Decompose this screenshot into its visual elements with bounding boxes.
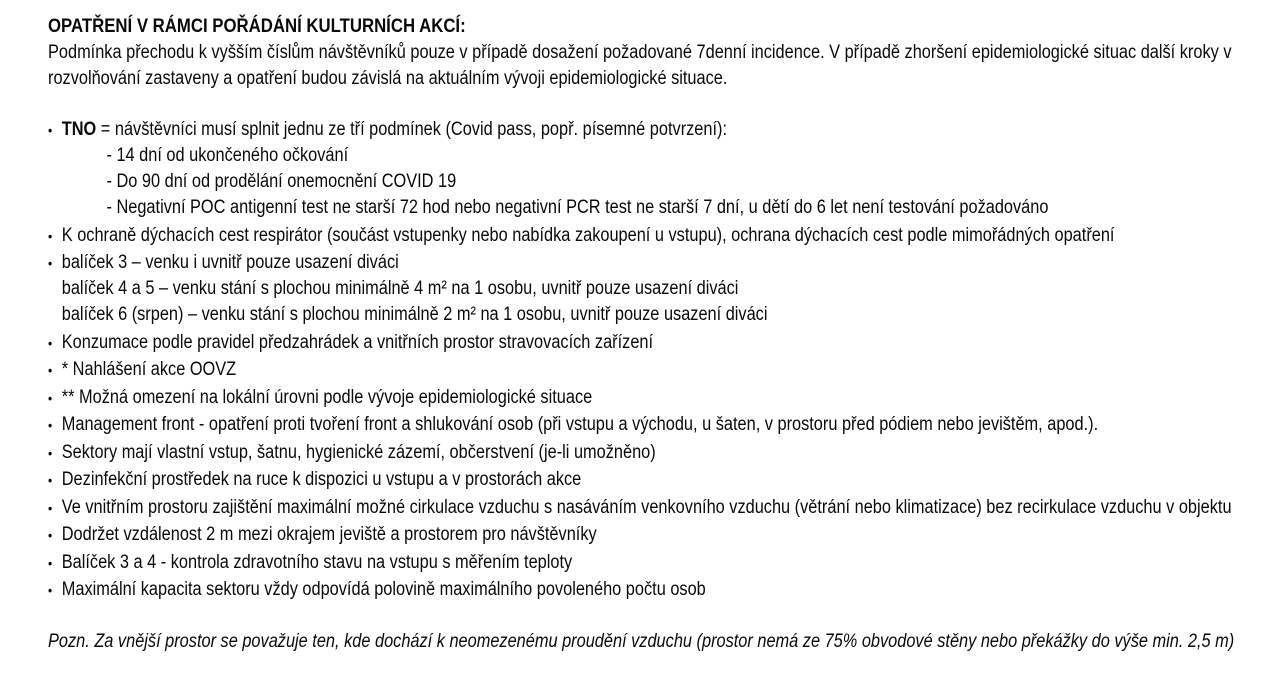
bullet-item xyxy=(48,440,1278,466)
bullet-marker-icon: • xyxy=(48,444,53,461)
bullet-marker-icon: • xyxy=(48,554,53,571)
bullet-marker-icon: • xyxy=(48,582,53,598)
bullet-text: Balíček 3 a 4 - kontrola zdravotního stavu na vstupu s měřením teploty xyxy=(61,551,573,573)
bullet-item xyxy=(48,577,1278,603)
bullet-text: ** Možná omezení na lokální úrovni podle vývoje epidemiologické situace xyxy=(61,386,593,408)
bullet-item xyxy=(48,330,1278,356)
footnote: Pozn. Za vnější prostor se považuje ten, kde dochází k neomezenému proudění vzduchu (prostor nemá ze 75% obvodové stěny nebo překážky do výše min. 2,5 m) xyxy=(48,631,1235,652)
bullet-text: balíček 3 – venku i uvnitř pouze usazení diváci xyxy=(61,252,399,273)
bullet-item xyxy=(48,385,1278,411)
bullet-item xyxy=(48,522,1278,548)
bullet-text: Ve vnitřním prostoru zajištění maximální možné cirkulace vzduchu s nasáváním venkovního vzduchu (větrání nebo klimatizace) bez recirkulace vzduchu v objektu xyxy=(61,496,1232,518)
bullet-text: Sektory mají vlastní vstup, šatnu, hygienické zázemí, občerstvení (je-li umožněno) xyxy=(61,441,656,463)
bullet-item xyxy=(48,412,1278,438)
bullet-marker-icon: • xyxy=(48,122,53,138)
bullet-text: Maximální kapacita sektoru vždy odpovídá polovině maximálního povoleného počtu osob xyxy=(61,579,706,600)
bullet-marker-icon: • xyxy=(48,472,53,488)
bullet-text: Konzumace podle pravidel předzahrádek a vnitřních prostor stravovacích zařízení xyxy=(61,331,654,353)
bullet-bold-prefix: TNO xyxy=(61,119,97,140)
bullet-text: TNO = návštěvníci musí splnit jednu ze tří podmínek (Covid pass, popř. písemné potvrzení): xyxy=(61,119,728,140)
bullet-item xyxy=(48,250,1278,328)
bullet-item xyxy=(48,467,1278,493)
bullet-marker-icon: • xyxy=(48,417,53,433)
bullet-marker-icon: • xyxy=(48,389,53,406)
bullet-text: Management front - opatření proti tvoření front a shlukování osob (při vstupu a východu, u šaten, v prostoru před pódiem nebo jevištěm, apod.). xyxy=(61,414,1099,435)
intro-paragraph: Podmínka přechodu k vyšším číslům návštěvníků pouze v případě dosažení požadované 7denní incidence. V případě zhoršení epidemiologické situac další kroky v rozvolňování zastaveny a opatření budou závislá na aktuálním vývoji epidemiologické situace. xyxy=(48,42,1232,89)
bullet-marker-icon: • xyxy=(48,334,53,351)
bullet-item xyxy=(48,550,1278,576)
bullet-marker-icon: • xyxy=(48,527,53,543)
bullet-item xyxy=(48,117,1278,221)
bullet-subitem: - Negativní POC antigenní test ne starší 72 hod nebo negativní PCR test ne starší 7 dní, u dětí do 6 let není testování požadováno xyxy=(106,197,1049,218)
bullet-marker-icon: • xyxy=(48,499,53,516)
bullet-item xyxy=(48,357,1278,383)
bullet-text: Dezinfekční prostředek na ruce k dispozici u vstupu a v prostorách akce xyxy=(61,469,582,490)
bullet-marker-icon: • xyxy=(48,255,53,271)
bullet-text: K ochraně dýchacích cest respirátor (součást vstupenky nebo nabídka zakoupení u vstupu), ochrana dýchacích cest podle mimořádných opatření xyxy=(61,224,1115,246)
bullet-subitem: - Do 90 dní od prodělání onemocnění COVID 19 xyxy=(106,171,457,192)
bullet-item xyxy=(48,223,1278,249)
bullet-subitem: - 14 dní od ukončeného očkování xyxy=(106,145,349,166)
document-content xyxy=(48,13,1278,655)
bullet-list xyxy=(48,117,1278,603)
bullet-text: * Nahlášení akce OOVZ xyxy=(61,359,237,380)
document-title: OPATŘENÍ V RÁMCI POŘÁDÁNÍ KULTURNÍCH AKCÍ: xyxy=(48,15,466,37)
bullet-item xyxy=(48,495,1278,521)
bullet-continuation-line: balíček 4 a 5 – venku stání s plochou minimálně 4 m² na 1 osobu, uvnitř pouze usazení diváci xyxy=(61,278,739,299)
bullet-text: Dodržet vzdálenost 2 m mezi okrajem jeviště a prostorem pro návštěvníky xyxy=(61,524,597,545)
bullet-marker-icon: • xyxy=(48,362,53,378)
bullet-marker-icon: • xyxy=(48,227,53,244)
bullet-continuation-line: balíček 6 (srpen) – venku stání s plochou minimálně 2 m² na 1 osobu, uvnitř pouze usazení diváci xyxy=(61,304,768,325)
